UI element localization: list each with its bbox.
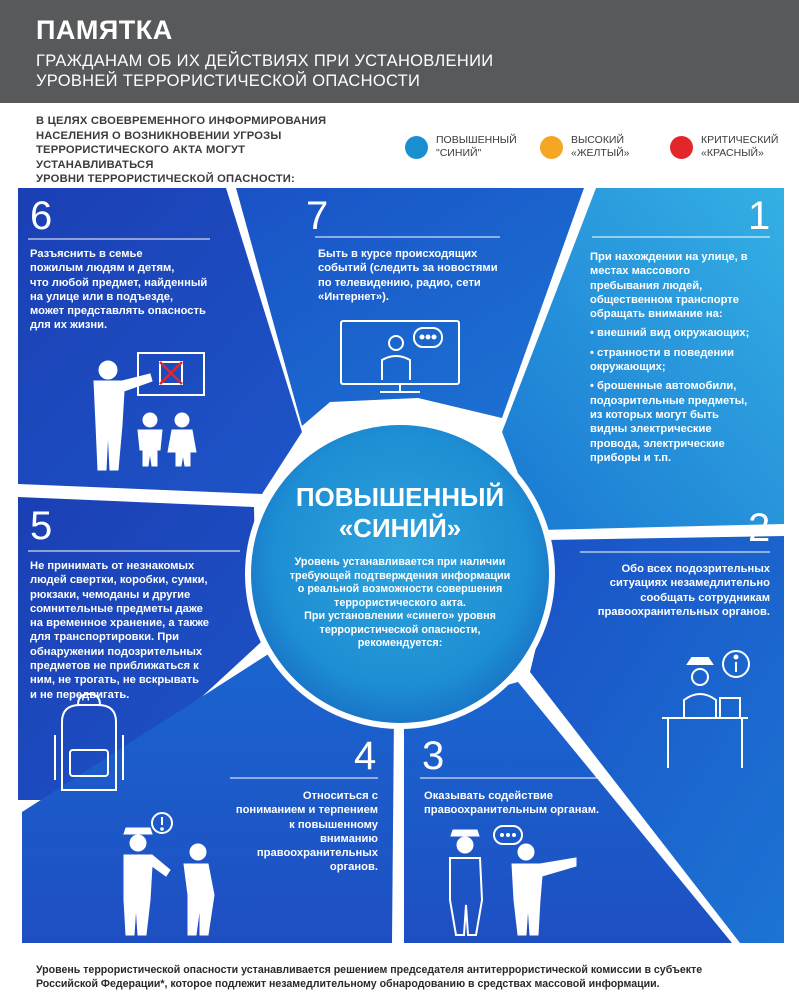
section-7-text: Быть в курсе происходящих событий (следить за новостями по телевидению, радио, сети «Интернет»). bbox=[318, 248, 498, 303]
legend-blue: ПОВЫШЕННЫЙ "СИНИЙ" bbox=[405, 134, 517, 160]
section-2-number: 2 bbox=[748, 506, 771, 550]
footer-note: Уровень террористической опасности устанавливается решением председателя антитеррористической комиссии в субъекте Российской Федерации*, которое подлежит незамедлительному обнародованию в средствах массовой информации. bbox=[36, 964, 703, 990]
section-3-text: Оказывать содействие правоохранительным органам. bbox=[424, 790, 600, 817]
section-1-number: 1 bbox=[748, 194, 771, 238]
yellow-dot-icon bbox=[540, 136, 563, 159]
section-1-text: При нахождении на улице, в местах массового пребывания людей, общественном транспорте обращать внимание на: • внешний вид окружающих; • странности в поведении окружающих; • брошенные автомобили, подозрительные предметы, из которых могут быть видны электрические провода, электрические приборы и т.п. bbox=[590, 251, 750, 464]
page-title: ПАМЯТКА bbox=[36, 15, 173, 45]
red-dot-icon bbox=[670, 136, 693, 159]
center-level-description: Уровень устанавливается при наличии требующей подтверждения информации о реальной возможности совершения террористического акта. При установлении «синего» уровня террористической опасности, рекомендуется: bbox=[289, 556, 511, 649]
section-5-text: Не принимать от незнакомых людей свертки, коробки, сумки, рюкзаки, чемоданы и другие сомнительные предметы даже на временное хранение, а также для транспортировки. При обнаружении подозрительных предметов не приближаться к ним, не трогать, не вскрывать и не передвигать. bbox=[30, 560, 210, 701]
header-banner bbox=[0, 0, 799, 103]
center-level-title: ПОВЫШЕННЫЙ «СИНИЙ» bbox=[295, 482, 505, 543]
section-6-number: 6 bbox=[30, 194, 53, 238]
section-4-text: Относиться с пониманием и терпением к повышенному вниманию правоохранительных органов. bbox=[235, 790, 378, 874]
section-5-number: 5 bbox=[30, 504, 53, 548]
section-6-text: Разъяснить в семье пожилым людям и детям, что любой предмет, найденный на улице или в подъезде, может представлять опасность для их жизни. bbox=[30, 248, 208, 332]
page-subtitle: ГРАЖДАНАМ ОБ ИХ ДЕЙСТВИЯХ ПРИ УСТАНОВЛЕНИИ УРОВНЕЙ ТЕРРОРИСТИЧЕСКОЙ ОПАСНОСТИ bbox=[36, 52, 494, 90]
section-7-number: 7 bbox=[306, 194, 329, 238]
blue-dot-icon bbox=[405, 136, 428, 159]
section-4-number: 4 bbox=[354, 734, 377, 778]
intro-text: В ЦЕЛЯХ СВОЕВРЕМЕННОГО ИНФОРМИРОВАНИЯ НАСЕЛЕНИЯ О ВОЗНИКНОВЕНИИ УГРОЗЫ ТЕРРОРИСТИЧЕСКОГО АКТА МОГУТ УСТАНАВЛИВАТЬСЯ УРОВНИ ТЕРРОРИСТИЧЕСКОЙ ОПАСНОСТИ: bbox=[36, 115, 327, 185]
section-3-number: 3 bbox=[422, 734, 445, 778]
legend-yellow: ВЫСОКИЙ «ЖЕЛТЫЙ» bbox=[540, 134, 630, 160]
section-2-text: Обо всех подозрительных ситуациях незамедлительно сообщать сотрудникам правоохранительных органов. bbox=[597, 563, 770, 618]
legend-red: КРИТИЧЕСКИЙ «КРАСНЫЙ» bbox=[670, 134, 778, 160]
